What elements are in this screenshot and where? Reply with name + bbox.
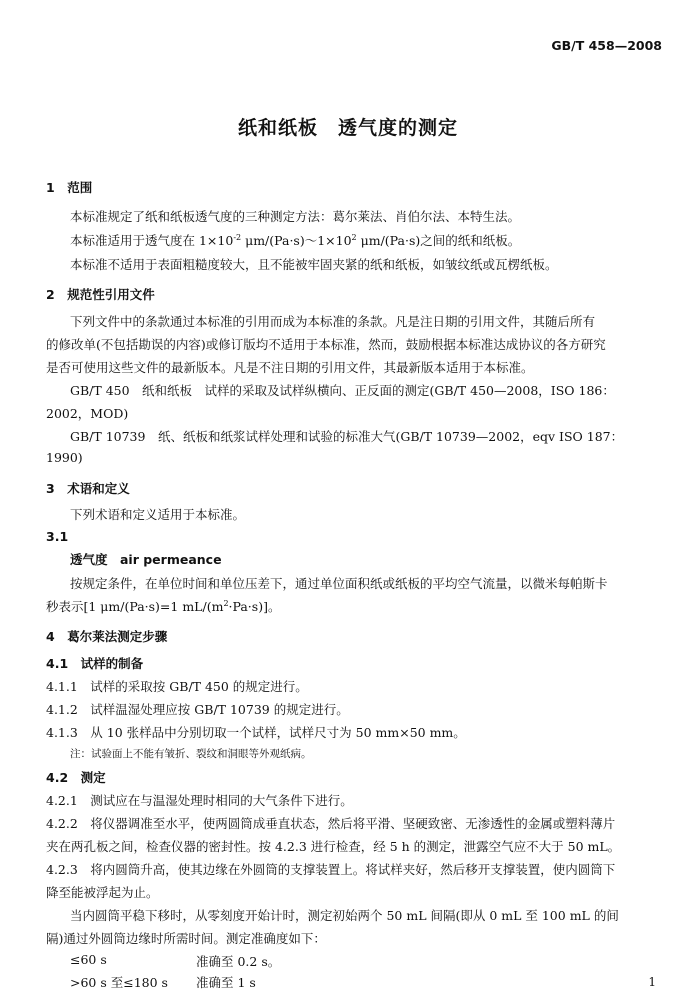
clause-line: 夹在两孔板之间，检查仪器的密封性。按 4.2.3 进行检查，经 5 h 的测定，泄露空气应不大于 50 mL。 — [46, 839, 621, 854]
definition-line: 秒表示[1 μm/(Pa·s)=1 $mL/(m^2\cdot Pa\cdot s)$]。 — [46, 598, 281, 614]
clause-line: 4.2.3 将内圆筒升高，使其边缘在外圆筒的支撑装置上。将试样夹好，然后移开支撑装置，使内圆筒下 — [46, 862, 616, 877]
paragraph-line: 隔)通过外圆筒边缘时所需时间。测定准确度如下： — [46, 931, 326, 946]
section-3-heading: 3 术语和定义 — [46, 481, 130, 496]
subsection-heading: 4.2 测定 — [46, 770, 106, 785]
document-title: 纸和纸板 透气度的测定 — [237, 117, 458, 139]
subsection-heading: 4.1 试样的制备 — [46, 656, 144, 671]
paragraph-line: 是否可使用这些文件的最新版本。凡是不注日期的引用文件，其最新版本适用于本标准。 — [46, 360, 534, 375]
reference-line: GB/T 450 纸和纸板 试样的采取及试样纵横向、正反面的测定(GB/T 450—2008，ISO 186： — [70, 383, 615, 398]
paragraph-line: 的修改单(不包括勘误的内容)或修订版均不适用于本标准，然而，鼓励根据本标准达成协议的各方研究 — [46, 337, 606, 352]
section-1-heading: 1 范围 — [46, 180, 93, 195]
reference-line: 2002，MOD) — [46, 406, 129, 421]
clause: 4.2.1 测试应在与温湿处理时相同的大气条件下进行。 — [46, 793, 353, 808]
paragraph: 本标准适用于透气度在 $1\times 10^{-2}$ $\mu m/(Pa\cdot s)\sim 1\times 10^2$ μm/(Pa·s)之间的纸和纸板。 — [70, 232, 521, 248]
paragraph: 本标准规定了纸和纸板透气度的三种测定方法：葛尔莱法、肖伯尔法、本特生法。 — [70, 209, 521, 224]
page-number: 1 — [648, 975, 656, 989]
paragraph: 下列术语和定义适用于本标准。 — [70, 507, 246, 522]
reference-line: 1990) — [46, 450, 83, 465]
accuracy-range: ≤60 s — [70, 952, 107, 967]
section-4-heading: 4 葛尔莱法测定步骤 — [46, 629, 168, 644]
note: 注：试验面上不能有皱折、裂纹和洞眼等外观纸病。 — [70, 748, 312, 760]
clause: 4.1.2 试样温湿处理应按 GB/T 10739 的规定进行。 — [46, 702, 349, 717]
paragraph: 本标准不适用于表面粗糙度较大，且不能被牢固夹紧的纸和纸板，如皱纹纸或瓦楞纸板。 — [70, 257, 558, 272]
definition-line: 按规定条件，在单位时间和单位压差下，通过单位面积纸或纸板的平均空气流量，以微米每帕斯卡 — [70, 576, 608, 591]
clause: 4.1.3 从 10 张样品中分别切取一个试样，试样尺寸为 50 mm×50 mm。 — [46, 725, 466, 740]
section-2-heading: 2 规范性引用文件 — [46, 287, 155, 302]
accuracy-precision: 准确至 1 s — [196, 975, 256, 990]
clause-number: 3.1 — [46, 529, 69, 544]
accuracy-precision: 准确至 0.2 s。 — [196, 954, 281, 969]
clause: 4.1.1 试样的采取按 GB/T 450 的规定进行。 — [46, 679, 308, 694]
standard-number: GB/T 458—2008 — [551, 38, 662, 53]
accuracy-range: >60 s 至≤180 s — [70, 975, 168, 990]
paragraph-line: 下列文件中的条款通过本标准的引用而成为本标准的条款。凡是注日期的引用文件，其随后所有 — [70, 314, 596, 329]
term: 透气度 air permeance — [70, 552, 222, 567]
paragraph-line: 当内圆筒平稳下移时，从零刻度开始计时，测定初始两个 50 mL 间隔(即从 0 mL 至 100 mL 的间 — [70, 908, 619, 923]
clause-line: 4.2.2 将仪器调准至水平，使两圆筒成垂直状态，然后将平滑、坚硬致密、无渗透性的金属或塑料薄片 — [46, 816, 616, 831]
clause-line: 降至能被浮起为止。 — [46, 885, 159, 900]
reference-line: GB/T 10739 纸、纸板和纸浆试样处理和试验的标准大气(GB/T 10739—2002，eqv ISO 187： — [70, 429, 624, 444]
